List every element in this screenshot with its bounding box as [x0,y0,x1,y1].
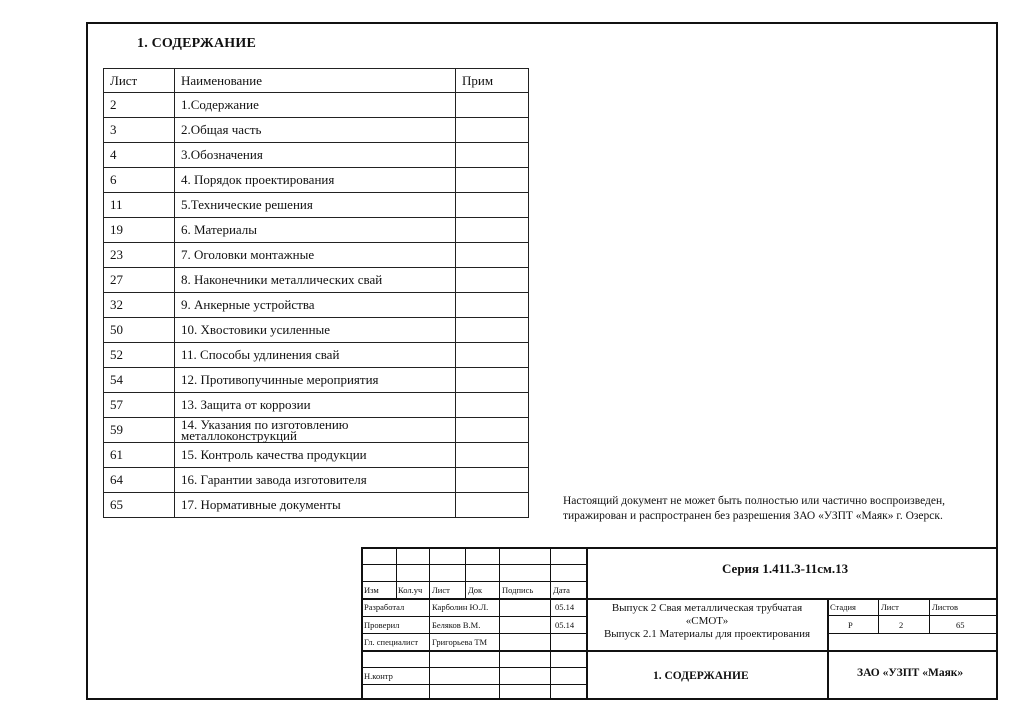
row-name: 15. Контроль качества продукции [175,443,456,468]
row-sheet: 11 [104,193,175,218]
row-sheet: 3 [104,118,175,143]
col-podpis: Подпись [502,585,534,595]
issue-line-3: Выпуск 2.1 Материалы для проектирования [603,628,811,640]
row-name: 7. Оголовки монтажные [175,243,456,268]
row-sheet: 4 [104,143,175,168]
page-title: 1. СОДЕРЖАНИЕ [137,36,257,51]
role-date: 05.14 [555,620,575,630]
row-note [456,218,529,243]
header-sheet: Лист [104,69,175,93]
row-note [456,468,529,493]
row-name: 16. Гарантии завода изготовителя [175,468,456,493]
line [929,598,930,633]
table-row [104,443,529,468]
row-note [456,443,529,468]
row-note [456,293,529,318]
row-note [456,393,529,418]
row-note [456,193,529,218]
line [361,547,363,700]
table-row [104,493,529,518]
copyright-notice: Настоящий документ не может быть полностью или частично воспроизведен, тиражирован и распространен без разрешения ЗАО «УЗПТ «Маяк» г. Озерск. [563,495,946,522]
role-label: Разработал [364,602,405,612]
row-name: 9. Анкерные устройства [175,293,456,318]
table-row [104,268,529,293]
role-name: Беляков В.М. [432,620,481,630]
sheet-label: Лист [881,602,899,612]
row-sheet: 57 [104,393,175,418]
line [361,650,998,652]
role-label: Гл. специалист [364,637,419,647]
stage-value: Р [848,620,853,630]
contents-table [103,68,529,518]
line [396,547,397,598]
row-sheet: 19 [104,218,175,243]
line [361,633,587,634]
role-name: Карболин Ю.Л. [432,602,489,612]
row-sheet: 59 [104,418,175,443]
document-title: 1. СОДЕРЖАНИЕ [653,670,749,682]
line [499,547,500,700]
row-name: 12. Противопучинные мероприятия [175,368,456,393]
header-name: Наименование [175,69,456,93]
line [361,564,587,565]
table-row [104,468,529,493]
row-note [456,118,529,143]
row-sheet: 2 [104,93,175,118]
row-name: 14. Указания по изготовлению металлоконструкций [175,418,456,443]
line [361,547,998,549]
role-date: 05.14 [555,602,575,612]
company-name: ЗАО «УЗПТ «Маяк» [857,667,964,679]
table-row [104,93,529,118]
row-sheet: 61 [104,443,175,468]
row-note [456,493,529,518]
table-row [104,193,529,218]
row-note [456,318,529,343]
row-note [456,418,529,443]
line [361,616,587,617]
row-name: 3.Обозначения [175,143,456,168]
table-row [104,218,529,243]
line [361,684,587,685]
line [586,547,588,700]
col-dok: Док [468,585,483,595]
row-name: 6. Материалы [175,218,456,243]
table-header-row [104,69,529,93]
issue-line-2: «СМОТ» [685,615,729,627]
row-sheet: 52 [104,343,175,368]
row-note [456,93,529,118]
table-row [104,243,529,268]
row-sheet: 54 [104,368,175,393]
row-name: 8. Наконечники металлических свай [175,268,456,293]
sheets-value: 65 [956,620,965,630]
stage-label: Стадия [830,602,856,612]
row-note [456,268,529,293]
role-label: Н.контр [364,671,393,681]
line [429,547,430,700]
series-title: Серия 1.411.3-11см.13 [722,561,849,576]
row-note [456,368,529,393]
line [361,581,587,582]
table-row [104,368,529,393]
table-row [104,143,529,168]
row-sheet: 32 [104,293,175,318]
row-name: 11. Способы удлинения свай [175,343,456,368]
row-sheet: 50 [104,318,175,343]
row-note [456,243,529,268]
table-row [104,393,529,418]
row-note [456,168,529,193]
header-note: Прим [456,69,529,93]
row-name: 13. Защита от коррозии [175,393,456,418]
issue-description [589,602,825,641]
title-block [361,547,998,700]
row-name: 2.Общая часть [175,118,456,143]
issue-line-1: Выпуск 2 Свая металлическая трубчатая [611,602,803,614]
col-izm: Изм [364,585,379,595]
line [878,598,879,633]
row-note [456,343,529,368]
row-sheet: 27 [104,268,175,293]
row-name: 5.Технические решения [175,193,456,218]
line [361,667,587,668]
table-row [104,343,529,368]
sheet-value: 2 [899,620,904,630]
row-name: 17. Нормативные документы [175,493,456,518]
row-sheet: 6 [104,168,175,193]
role-name: Григорьева ТМ [432,637,488,647]
role-label: Проверил [364,620,400,630]
row-name: 1.Содержание [175,93,456,118]
row-sheet: 64 [104,468,175,493]
line [828,633,998,634]
row-note [456,143,529,168]
col-data: Дата [553,585,570,595]
row-sheet: 65 [104,493,175,518]
line [361,598,998,600]
col-kol: Кол.уч [398,585,423,595]
line [827,598,829,700]
line [550,547,551,700]
row-name: 4. Порядок проектирования [175,168,456,193]
table-row [104,318,529,343]
table-row [104,168,529,193]
line [465,547,466,598]
line [828,615,998,616]
row-name: 10. Хвостовики усиленные [175,318,456,343]
sheets-label: Листов [932,602,958,612]
row-sheet: 23 [104,243,175,268]
col-list: Лист [432,585,450,595]
table-row [104,293,529,318]
table-row [104,418,529,443]
table-row [104,118,529,143]
